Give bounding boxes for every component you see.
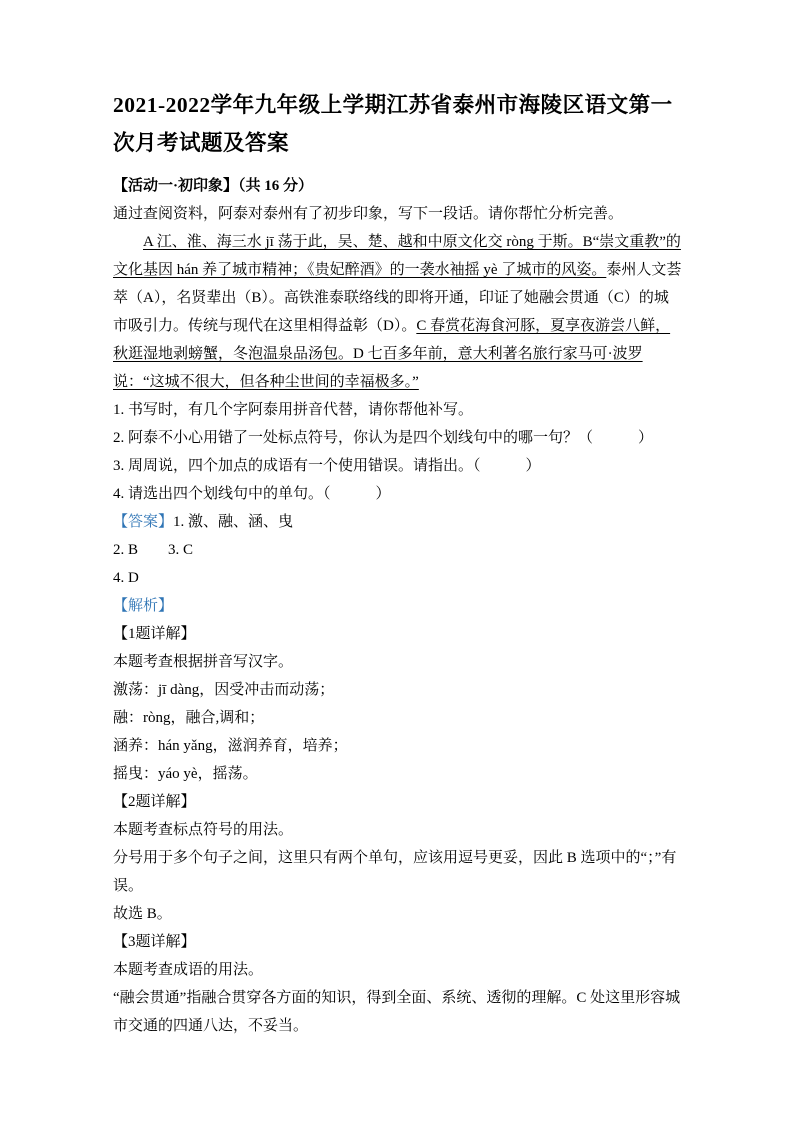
detail-1-line-1: 本题考查根据拼音写汉字。: [113, 654, 294, 670]
analysis-label-line: [113, 592, 682, 620]
detail-2-line-1: 本题考查标点符号的用法。: [113, 822, 294, 838]
page-title: 2021-2022学年九年级上学期江苏省泰州市海陵区语文第一次月考试题及答案: [113, 93, 673, 155]
passage-segment-plain: 泰州人文荟萃（A），名贤辈出（B）。高铁淮泰联络线的即将开通，印证了她融会贯通（C）的城市吸引力。传统与现代在这里相得益彰（D）。: [113, 262, 682, 334]
detail-3-line-1: 本题考查成语的用法。: [113, 962, 264, 978]
detail-1-header: 【1题详解】: [113, 626, 196, 642]
answer-line-3: 4. D: [113, 570, 139, 586]
intro-paragraph: 通过查阅资料，阿泰对泰州有了初步印象，写下一段话。请你帮忙分析完善。: [113, 206, 624, 222]
passage-segment-c: C 春赏花海食河豚，夏享夜游尝八鲜，秋逛湿地剥螃蟹，冬泡温泉品汤包。: [113, 318, 671, 362]
detail-1-line-5: 摇曳：yáo yè，摇荡。: [113, 766, 258, 782]
answer-1-text: 1. 激、融、涵、曳: [173, 514, 294, 530]
answer-label: 【答案】: [113, 514, 174, 530]
question-1: 1. 书写时，有几个字阿泰用拼音代替，请你帮他补写。: [113, 402, 474, 418]
passage-segment-a: A 江、淮、海三水 jī 荡于此，吴、楚、越和中原文化交 ròng 于斯。B“崇文重教”的文化基因 hán 养了城市精神；《贵妃醉酒》的一袭水袖摇 yè 了城市的风姿。: [113, 234, 681, 278]
detail-2-line-2: 分号用于多个句子之间，这里只有两个单句，应该用逗号更妥，因此 B 选项中的“；”有误。: [113, 850, 677, 894]
detail-1-line-4: 涵养：hán yǎng，滋润养育，培养；: [113, 738, 348, 754]
detail-2-line-3: 故选 B。: [113, 906, 172, 922]
question-3: 3. 周周说，四个加点的成语有一个使用错误。请指出。（ ）: [113, 458, 541, 474]
detail-1-line-2: 激荡：jī dàng，因受冲击而动荡；: [113, 682, 335, 698]
passage-paragraph: [113, 228, 682, 396]
detail-1-line-3: 融：ròng，融合,调和；: [113, 710, 265, 726]
passage-segment-d: D 七百多年前，意大利著名旅行家马可·波罗说：“这城不很大，但各种尘世间的幸福极多。”: [113, 346, 643, 390]
detail-3-line-2: “融会贯通”指融合贯穿各方面的知识，得到全面、系统、透彻的理解。C 处这里形容城市交通的四通八达，不妥当。: [113, 990, 681, 1034]
question-4: 4. 请选出四个划线句中的单句。（ ）: [113, 486, 391, 502]
answer-line-1: [113, 508, 682, 536]
answer-line-2: 2. B 3. C: [113, 542, 194, 558]
detail-2-header: 【2题详解】: [113, 794, 196, 810]
analysis-label: 【解析】: [113, 598, 174, 614]
detail-3-header: 【3题详解】: [113, 934, 196, 950]
activity-section-header: 【活动一·初印象】（共 16 分）: [113, 178, 314, 194]
question-2: 2. 阿泰不小心用错了一处标点符号，你认为是四个划线句中的哪一句？（ ）: [113, 430, 654, 446]
